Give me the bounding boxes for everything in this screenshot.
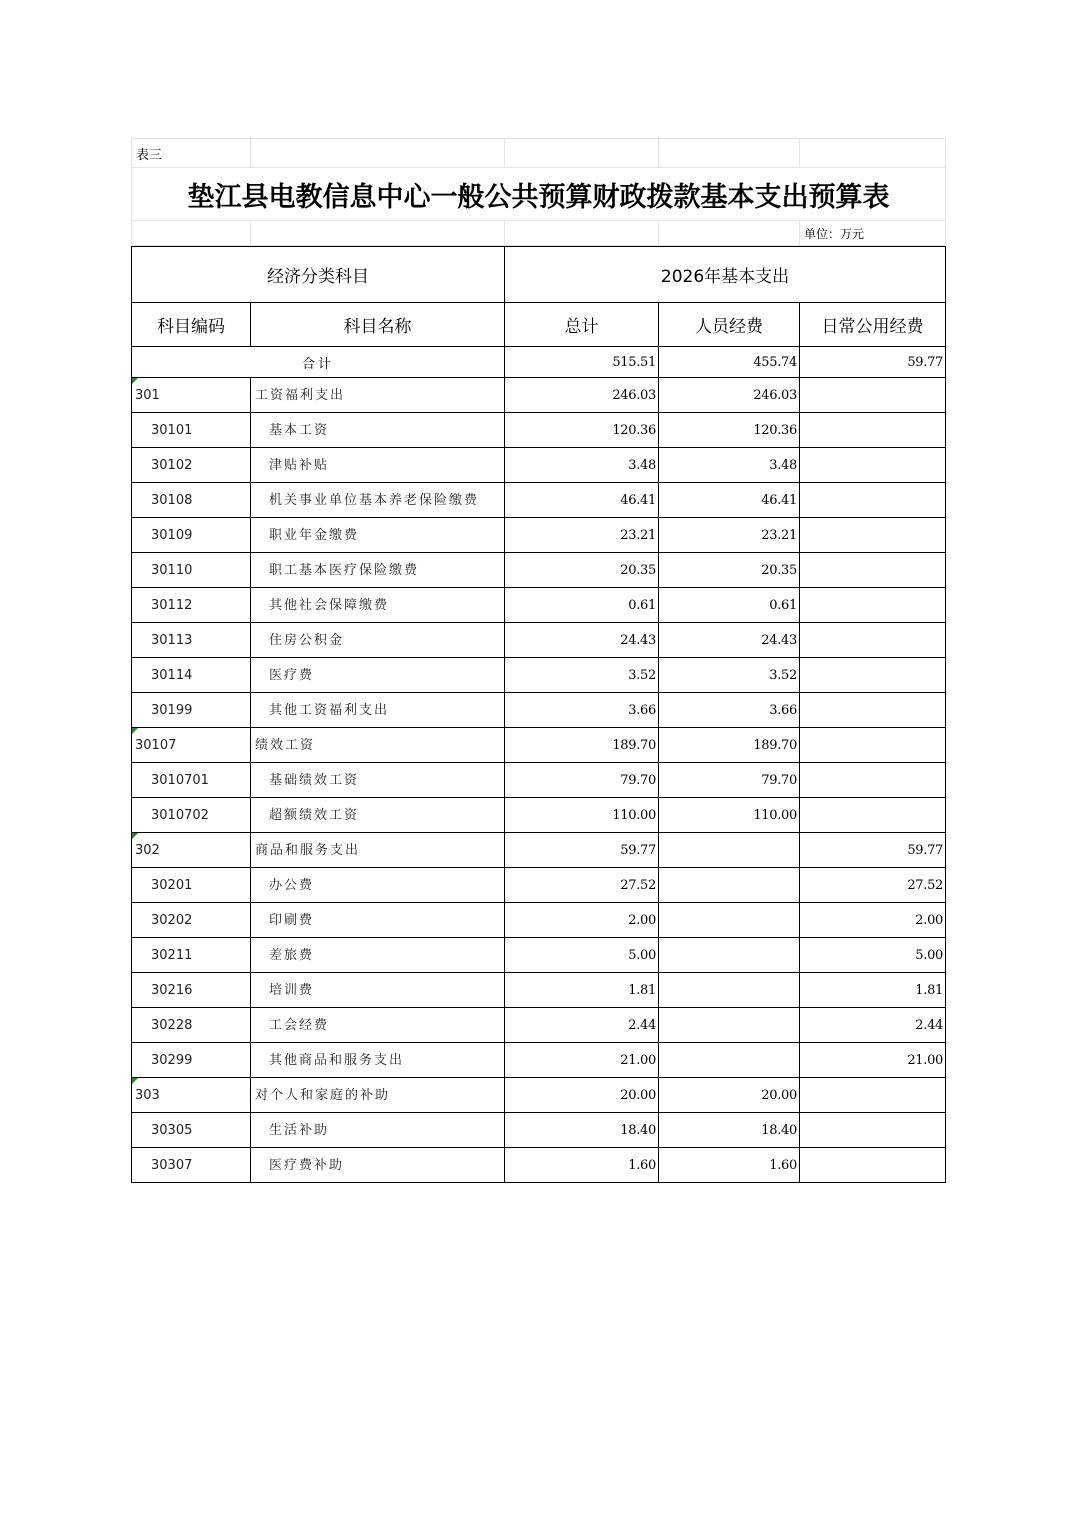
row-name <box>251 973 505 1008</box>
row-public <box>800 483 946 518</box>
row-personnel <box>659 1043 800 1078</box>
row-code-text: 3010701 <box>151 772 209 788</box>
row-code-text: 30228 <box>151 1017 193 1033</box>
row-name-text: 商品和服务支出 <box>255 842 361 858</box>
table-row <box>132 658 946 693</box>
row-total <box>505 1113 659 1148</box>
row-code-text: 301 <box>135 387 160 403</box>
row-total <box>505 658 659 693</box>
row-personnel <box>659 623 800 658</box>
sheet-header-grid <box>131 138 946 246</box>
row-name-text: 培训费 <box>269 982 315 998</box>
row-total-text: 1.60 <box>628 1157 656 1173</box>
row-code <box>132 763 251 798</box>
row-total <box>505 448 659 483</box>
row-name-text: 基础绩效工资 <box>269 772 360 788</box>
table-row <box>132 518 946 553</box>
row-public-text: 2.00 <box>915 912 944 928</box>
row-public <box>800 903 946 938</box>
row-code <box>132 658 251 693</box>
row-personnel <box>659 658 800 693</box>
row-total <box>505 483 659 518</box>
row-personnel-text: 18.40 <box>761 1122 797 1138</box>
row-personnel-text: 0.61 <box>769 597 797 613</box>
row-name-text: 工会经费 <box>269 1017 330 1033</box>
row-personnel <box>659 483 800 518</box>
row-code <box>132 378 251 413</box>
row-name-text: 职业年金缴费 <box>269 527 360 543</box>
row-total-text: 23.21 <box>620 527 656 543</box>
sheet-label: 表三 <box>132 139 251 168</box>
row-personnel <box>659 1148 800 1183</box>
table-row <box>132 448 946 483</box>
row-name-text: 对个人和家庭的补助 <box>255 1087 391 1103</box>
table-row <box>132 1113 946 1148</box>
row-total-text: 27.52 <box>620 877 656 893</box>
row-name <box>251 588 505 623</box>
column-header-total: 总计 <box>505 303 659 347</box>
row-public <box>800 763 946 798</box>
row-name <box>251 553 505 588</box>
row-total <box>505 938 659 973</box>
row-personnel <box>659 448 800 483</box>
row-personnel <box>659 1008 800 1043</box>
row-name-text: 其他工资福利支出 <box>269 702 390 718</box>
table-row <box>132 798 946 833</box>
row-name-text: 其他商品和服务支出 <box>269 1052 405 1068</box>
row-total-text: 3.52 <box>628 667 656 683</box>
row-code-text: 30107 <box>135 737 177 753</box>
total-personnel: 455.74 <box>659 347 800 378</box>
table-row <box>132 1148 946 1183</box>
row-public <box>800 1113 946 1148</box>
row-total-text: 0.61 <box>628 597 656 613</box>
row-name <box>251 833 505 868</box>
table-row <box>132 413 946 448</box>
row-personnel <box>659 1113 800 1148</box>
row-name-text: 差旅费 <box>269 947 315 963</box>
row-public <box>800 833 946 868</box>
row-personnel-text: 3.48 <box>769 457 797 473</box>
row-total-text: 18.40 <box>620 1122 656 1138</box>
row-code <box>132 518 251 553</box>
row-total-text: 79.70 <box>620 772 656 788</box>
cell-flag-icon <box>132 728 138 734</box>
row-name-text: 生活补助 <box>269 1122 330 1138</box>
row-code-text: 30113 <box>151 632 193 648</box>
row-total-text: 24.43 <box>620 632 656 648</box>
row-public-text: 5.00 <box>915 947 944 963</box>
row-name <box>251 1008 505 1043</box>
row-personnel-text: 3.66 <box>769 702 797 718</box>
row-public <box>800 588 946 623</box>
row-name <box>251 1113 505 1148</box>
row-code <box>132 588 251 623</box>
table-row <box>132 868 946 903</box>
row-code-text: 30114 <box>151 667 193 683</box>
table-row <box>132 1078 946 1113</box>
row-total <box>505 728 659 763</box>
row-code <box>132 868 251 903</box>
row-name <box>251 483 505 518</box>
table-row <box>132 483 946 518</box>
row-code-text: 30109 <box>151 527 193 543</box>
table-row <box>132 378 946 413</box>
row-total-text: 21.00 <box>620 1052 656 1068</box>
row-code <box>132 483 251 518</box>
row-public <box>800 448 946 483</box>
cell-flag-icon <box>132 378 138 384</box>
row-name-text: 印刷费 <box>269 912 315 928</box>
row-total <box>505 973 659 1008</box>
column-header-code: 科目编码 <box>132 303 251 347</box>
row-total <box>505 518 659 553</box>
row-total <box>505 1043 659 1078</box>
row-public <box>800 623 946 658</box>
row-name <box>251 413 505 448</box>
row-name-text: 办公费 <box>269 877 315 893</box>
table-row <box>132 693 946 728</box>
row-name <box>251 378 505 413</box>
row-name <box>251 1148 505 1183</box>
row-name-text: 工资福利支出 <box>255 387 346 403</box>
row-name-text: 机关事业单位基本养老保险缴费 <box>269 492 480 508</box>
row-name <box>251 763 505 798</box>
row-code-text: 303 <box>135 1087 160 1103</box>
row-total <box>505 413 659 448</box>
row-public <box>800 553 946 588</box>
row-name-text: 超额绩效工资 <box>269 807 360 823</box>
row-name-text: 津贴补贴 <box>269 457 330 473</box>
table-row <box>132 588 946 623</box>
row-personnel-text: 246.03 <box>753 387 797 403</box>
row-total <box>505 903 659 938</box>
table-row <box>132 728 946 763</box>
row-public <box>800 1148 946 1183</box>
row-name <box>251 1043 505 1078</box>
row-public <box>800 728 946 763</box>
header-group-expenditure: 2026年基本支出 <box>505 247 946 303</box>
row-total-text: 20.35 <box>620 562 656 578</box>
row-personnel <box>659 798 800 833</box>
row-public <box>800 1008 946 1043</box>
row-personnel <box>659 518 800 553</box>
row-code <box>132 553 251 588</box>
row-personnel-text: 1.60 <box>769 1157 797 1173</box>
row-total <box>505 763 659 798</box>
row-personnel-text: 46.41 <box>761 492 797 508</box>
row-personnel <box>659 728 800 763</box>
row-code <box>132 903 251 938</box>
header-group-classification: 经济分类科目 <box>132 247 505 303</box>
budget-table <box>131 246 946 1183</box>
row-public <box>800 1078 946 1113</box>
row-personnel-text: 20.00 <box>761 1087 797 1103</box>
row-total <box>505 588 659 623</box>
row-name-text: 住房公积金 <box>269 632 345 648</box>
row-total <box>505 833 659 868</box>
table-row <box>132 938 946 973</box>
row-personnel <box>659 833 800 868</box>
table-row <box>132 833 946 868</box>
row-personnel-text: 120.36 <box>753 422 797 438</box>
row-name <box>251 693 505 728</box>
row-code-text: 302 <box>135 842 160 858</box>
row-personnel-text: 110.00 <box>753 807 797 823</box>
row-personnel <box>659 938 800 973</box>
column-header-name: 科目名称 <box>251 303 505 347</box>
row-code-text: 30202 <box>151 912 193 928</box>
row-code <box>132 1043 251 1078</box>
row-personnel-text: 79.70 <box>761 772 797 788</box>
row-total-text: 3.66 <box>628 702 656 718</box>
row-name <box>251 868 505 903</box>
row-public <box>800 693 946 728</box>
row-total-text: 59.77 <box>620 842 656 858</box>
row-code-text: 30199 <box>151 702 193 718</box>
row-code-text: 30108 <box>151 492 193 508</box>
column-header-personnel: 人员经费 <box>659 303 800 347</box>
row-code-text: 30299 <box>151 1052 193 1068</box>
table-row <box>132 903 946 938</box>
total-amount: 515.51 <box>505 347 659 378</box>
row-total-text: 120.36 <box>612 422 656 438</box>
row-public-text: 59.77 <box>907 842 944 858</box>
row-name <box>251 518 505 553</box>
row-personnel <box>659 378 800 413</box>
row-code-text: 30110 <box>151 562 193 578</box>
total-public: 59.77 <box>800 347 946 378</box>
row-name <box>251 903 505 938</box>
table-row <box>132 1008 946 1043</box>
row-personnel <box>659 588 800 623</box>
page-title: 垫江县电教信息中心一般公共预算财政拨款基本支出预算表 <box>132 168 946 221</box>
table-row <box>132 623 946 658</box>
row-total-text: 5.00 <box>628 947 656 963</box>
row-public <box>800 938 946 973</box>
row-public <box>800 798 946 833</box>
row-personnel <box>659 868 800 903</box>
row-code-text: 30305 <box>151 1122 193 1138</box>
row-total <box>505 798 659 833</box>
row-name <box>251 623 505 658</box>
row-total <box>505 1078 659 1113</box>
row-code <box>132 1148 251 1183</box>
row-total-text: 1.81 <box>628 982 656 998</box>
row-personnel <box>659 413 800 448</box>
row-code <box>132 693 251 728</box>
row-total <box>505 868 659 903</box>
row-total-text: 3.48 <box>628 457 656 473</box>
row-total-text: 2.00 <box>628 912 656 928</box>
row-code <box>132 798 251 833</box>
row-total-text: 46.41 <box>620 492 656 508</box>
row-name <box>251 798 505 833</box>
row-personnel <box>659 903 800 938</box>
table-row <box>132 763 946 798</box>
row-code <box>132 1078 251 1113</box>
row-name-text: 基本工资 <box>269 422 330 438</box>
row-code <box>132 1113 251 1148</box>
row-personnel-text: 23.21 <box>761 527 797 543</box>
row-public-text: 2.44 <box>915 1017 944 1033</box>
row-code <box>132 1008 251 1043</box>
row-total <box>505 1008 659 1043</box>
row-code <box>132 728 251 763</box>
column-header-public: 日常公用经费 <box>800 303 946 347</box>
row-code <box>132 973 251 1008</box>
row-total-text: 189.70 <box>612 737 656 753</box>
total-row <box>132 347 946 378</box>
row-name-text: 职工基本医疗保险缴费 <box>269 562 420 578</box>
row-code-text: 3010702 <box>151 807 209 823</box>
table-row <box>132 553 946 588</box>
row-public-text: 27.52 <box>907 877 944 893</box>
row-public <box>800 868 946 903</box>
row-code-text: 30307 <box>151 1157 193 1173</box>
row-total-text: 20.00 <box>620 1087 656 1103</box>
row-name-text: 其他社会保障缴费 <box>269 597 390 613</box>
row-total <box>505 553 659 588</box>
row-code-text: 30102 <box>151 457 193 473</box>
row-personnel <box>659 973 800 1008</box>
row-total-text: 110.00 <box>612 807 656 823</box>
table-row <box>132 1043 946 1078</box>
row-code-text: 30216 <box>151 982 193 998</box>
row-personnel-text: 189.70 <box>753 737 797 753</box>
row-total-text: 246.03 <box>612 387 656 403</box>
row-personnel <box>659 1078 800 1113</box>
row-public <box>800 973 946 1008</box>
row-name <box>251 1078 505 1113</box>
row-public-text: 21.00 <box>907 1052 944 1068</box>
row-personnel <box>659 763 800 798</box>
row-code-text: 30201 <box>151 877 193 893</box>
cell-flag-icon <box>132 1078 138 1084</box>
row-public-text: 1.81 <box>915 982 944 998</box>
row-code-text: 30101 <box>151 422 193 438</box>
row-code-text: 30211 <box>151 947 193 963</box>
row-total-text: 2.44 <box>628 1017 656 1033</box>
row-personnel-text: 24.43 <box>761 632 797 648</box>
row-name <box>251 728 505 763</box>
row-public <box>800 518 946 553</box>
row-name <box>251 658 505 693</box>
budget-sheet <box>131 138 945 1183</box>
row-code <box>132 833 251 868</box>
row-total <box>505 693 659 728</box>
row-total <box>505 623 659 658</box>
row-code <box>132 448 251 483</box>
row-name-text: 医疗费 <box>269 667 315 683</box>
row-personnel-text: 3.52 <box>769 667 797 683</box>
row-code <box>132 623 251 658</box>
row-name <box>251 938 505 973</box>
row-public <box>800 658 946 693</box>
cell-flag-icon <box>132 833 138 839</box>
row-public <box>800 1043 946 1078</box>
row-public <box>800 378 946 413</box>
table-row <box>132 973 946 1008</box>
row-name-text: 医疗费补助 <box>269 1157 345 1173</box>
row-total <box>505 1148 659 1183</box>
row-code-text: 30112 <box>151 597 193 613</box>
row-name-text: 绩效工资 <box>255 737 316 753</box>
unit-label: 单位：万元 <box>800 221 946 246</box>
total-label: 合计 <box>132 347 505 378</box>
row-name <box>251 448 505 483</box>
row-personnel-text: 20.35 <box>761 562 797 578</box>
row-total <box>505 378 659 413</box>
row-code <box>132 938 251 973</box>
row-personnel <box>659 553 800 588</box>
row-personnel <box>659 693 800 728</box>
row-code <box>132 413 251 448</box>
row-public <box>800 413 946 448</box>
